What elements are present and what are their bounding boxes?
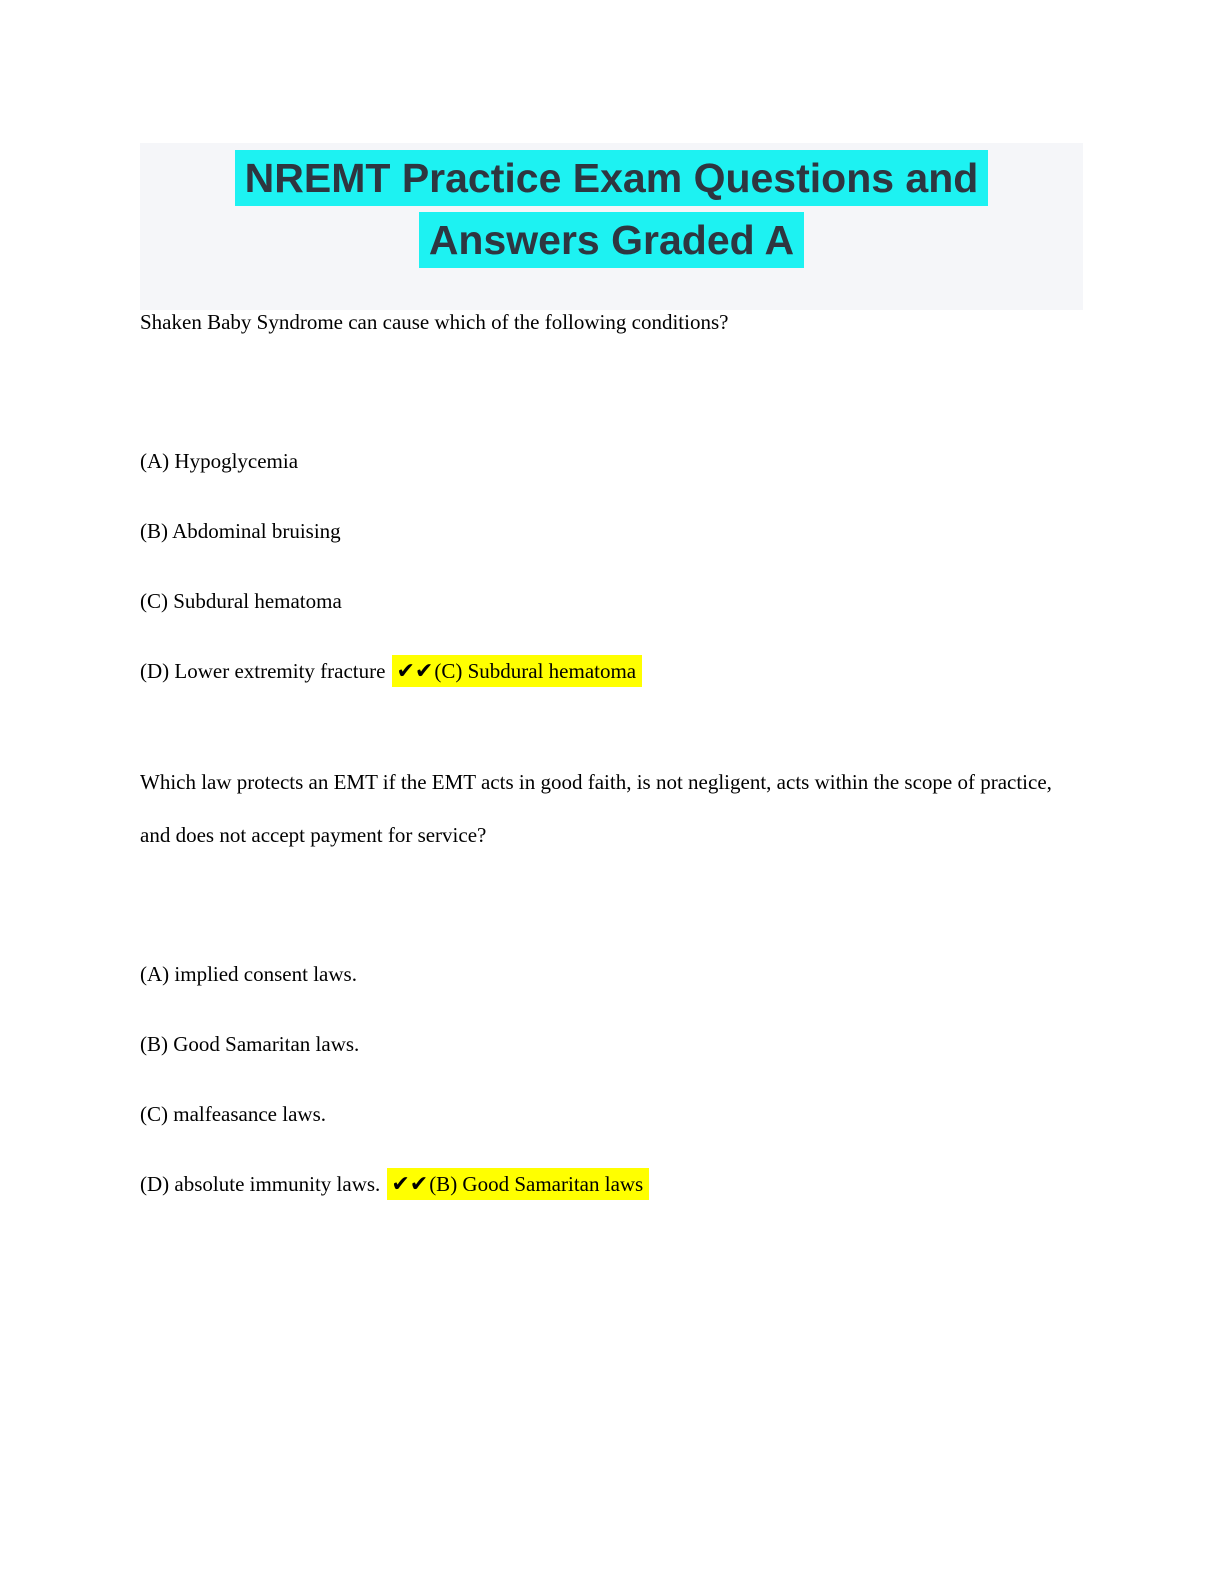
question-text: Which law protects an EMT if the EMT acts in good faith, is not negligent, acts within the scope of practice, and does not accept payment for service? bbox=[140, 770, 1052, 847]
option-a: (A) Hypoglycemia bbox=[140, 449, 299, 473]
option-b: (B) Good Samaritan laws. bbox=[140, 1032, 360, 1056]
correct-answer bbox=[392, 655, 642, 687]
correct-answer-text: (B) Good Samaritan laws bbox=[429, 1172, 644, 1196]
option-b: (B) Abdominal bruising bbox=[140, 519, 341, 543]
option-c: (C) malfeasance laws. bbox=[140, 1102, 326, 1126]
title-banner bbox=[140, 143, 1083, 310]
title-line-1: NREMT Practice Exam Questions and bbox=[235, 150, 989, 206]
question-text: Shaken Baby Syndrome can cause which of the following conditions? bbox=[140, 310, 729, 334]
checkmark-icon: ✔✔ bbox=[391, 1172, 429, 1197]
document-content bbox=[140, 296, 1083, 1200]
option-d bbox=[140, 1169, 1083, 1200]
page-title bbox=[140, 143, 1083, 271]
correct-answer bbox=[387, 1168, 649, 1200]
option-c: (C) Subdural hematoma bbox=[140, 589, 342, 613]
title-line-2: Answers Graded A bbox=[419, 212, 804, 268]
option-d-text: (D) absolute immunity laws. bbox=[140, 1172, 381, 1196]
question-block-1 bbox=[140, 296, 1083, 687]
correct-answer-text: (C) Subdural hematoma bbox=[434, 659, 637, 683]
question-block-2 bbox=[140, 756, 1083, 1200]
option-d-text: (D) Lower extremity fracture bbox=[140, 659, 386, 683]
option-a: (A) implied consent laws. bbox=[140, 962, 357, 986]
checkmark-icon: ✔✔ bbox=[396, 659, 434, 684]
option-d bbox=[140, 656, 1083, 687]
